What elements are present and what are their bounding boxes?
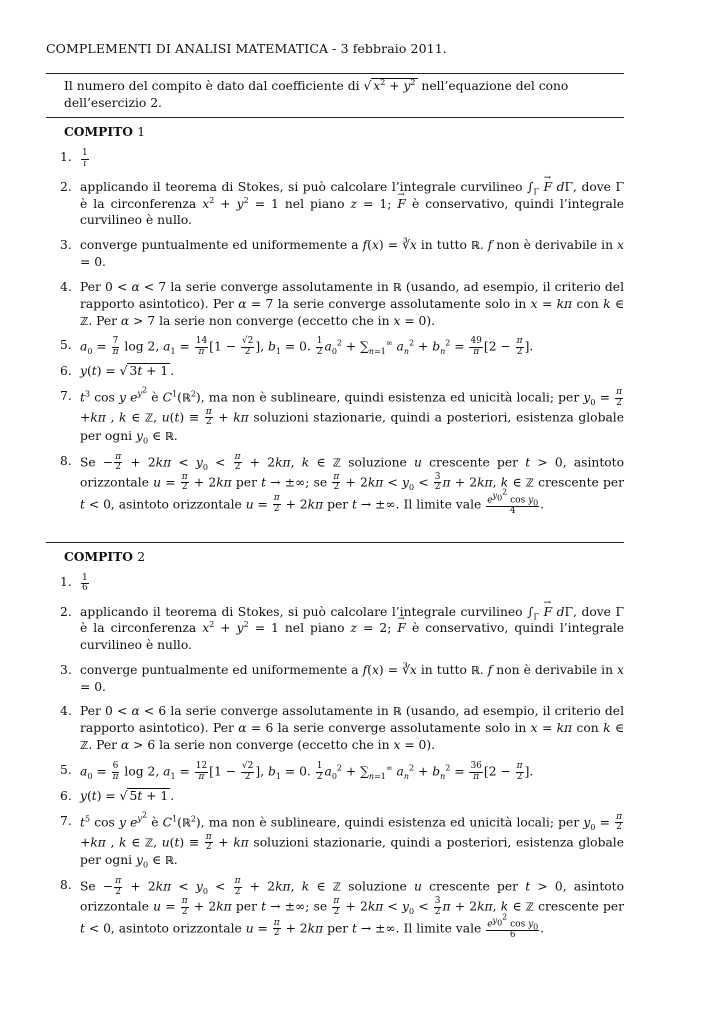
answer-item: 6. y(t) = √ 3t + 1 . bbox=[60, 364, 175, 379]
answer-item: 6. y(t) = √ 5t + 1 . bbox=[60, 788, 175, 803]
answer-item: 1. $\frac{1}{i}$ bbox=[60, 148, 88, 169]
section-divider bbox=[46, 542, 624, 543]
answer-item: 2. applicando il teorema di Stokes, si può calcolare l’integrale curvilineo $\int_\Gamma \to F$ dΓ, dove Γ è la circonferenza $x^2 + y^2 = 1$ nel piano z = 2; → F è conservativo, quindi l’integrale curvilineo è nullo. bbox=[60, 604, 624, 654]
answer-item: 7. $t^3$ cos y $e^{y^2}$ è $C^1(ℝ^2)$, ma non è sublineare, quindi esistenza ed unicità locali; per $y_0$ = $\frac{\pi}{2}$ +kπ , k ∈ ℤ, u(t) ≡ $\frac{\pi}{2}$ + kπ soluzioni stazionarie, quindi a posteriori, esistenza globale per ogni $y_0$ ∈ ℝ. bbox=[60, 385, 624, 446]
answer-item: 2. applicando il teorema di Stokes, si può calcolare l’integrale curvilineo $\int_\Gamma \to F$ dΓ, dove Γ è la circonferenza $x^2 + y^2 = 1$ nel piano z = 1; → F è conservativo, quindi l’integrale curvilineo è nullo. bbox=[60, 179, 624, 229]
answer-item: 8. Se − $\frac{\pi}{2}$ + $2k\pi < y_0$ < $\frac{\pi}{2}$ + 2kπ, k ∈ ℤ soluzione u crescente per t > 0, asintoto orizzontale u = $\frac{\pi}{2}$ + 2kπ per t → ±∞; se $\frac{\pi}{2}$ + $2k\pi < y_0$ < $\frac{3}{2}$ π + 2kπ, k ∈ ℤ crescente per t < 0, asintoto orizzontale u = $\frac{\pi}{2}$ + 2kπ per t → ±∞. Il limite vale $\frac{e^{y_0^2} \cos y_0}{6}$ . bbox=[60, 876, 625, 941]
answer-item: 8. Se − $\frac{\pi}{2}$ + $2k\pi < y_0$ < $\frac{\pi}{2}$ + 2kπ, k ∈ ℤ soluzione u crescente per t > 0, asintoto orizzontale u = $\frac{\pi}{2}$ + 2kπ per t → ±∞; se $\frac{\pi}{2}$ + $2k\pi < y_0$ < $\frac{3}{2}$ π + 2kπ, k ∈ ℤ crescente per t < 0, asintoto orizzontale u = $\frac{\pi}{2}$ + 2kπ per t → ±∞. Il limite vale $\frac{e^{y_0^2} \cos y_0}{4}$ . bbox=[60, 451, 625, 516]
answer-item: 3. converge puntualmente ed uniformemente a f(x) = ∛x in tutto ℝ. f non è derivabile in x = 0. bbox=[60, 238, 624, 270]
answer-item: 7. $t^5$ cos y $e^{y^2}$ è $C^1(ℝ^2)$, ma non è sublineare, quindi esistenza ed unicità locali; per $y_0$ = $\frac{\pi}{2}$ +kπ , k ∈ ℤ, u(t) ≡ $\frac{\pi}{2}$ + kπ soluzioni stazionarie, quindi a posteriori, esistenza globale per ogni $y_0$ ∈ ℝ. bbox=[60, 810, 624, 870]
intro-divider bbox=[46, 117, 624, 118]
answer-item: 5. $a_0$ = $\frac{6}{\pi}$ log 2, $a_1$ = $\frac{12}{\pi}$ [1 − $\frac{√2}{2}$ ], $b_1 = 0$. $\frac{1}{2}$ $a_0^2 + \sum_{n=1}^\infty$ $a_n^2 + b_n^2$ = $\frac{36}{\pi}$ [2 − $\frac{\pi}{2}$ ]. bbox=[60, 761, 534, 782]
intro-line: Il numero del compito è dato dal coefficiente di √ $x^2 + y^2$ nell’equazione del cono dell’esercizio 2. bbox=[64, 77, 569, 110]
answer-item: 4. Per 0 < α < 7 la serie converge assolutamente in ℝ (usando, ad esempio, il criterio del rapporto asintotico). Per α = 7 la serie converge assolutamente solo in x = kπ con k ∈ ℤ. Per α > 7 la serie non converge (eccetto che in x = 0). bbox=[60, 279, 625, 328]
answer-item: 4. Per 0 < α < 6 la serie converge assolutamente in ℝ (usando, ad esempio, il criterio del rapporto asintotico). Per α = 6 la serie converge assolutamente solo in x = kπ con k ∈ ℤ. Per α > 6 la serie non converge (eccetto che in x = 0). bbox=[60, 704, 625, 753]
answer-item: 1. $\frac{1}{6}$ bbox=[60, 572, 88, 594]
compito-2-answers bbox=[46, 574, 624, 941]
compito-2-title: COMPITO 2 bbox=[64, 549, 146, 565]
compito-1-title: COMPITO 1 bbox=[64, 124, 146, 140]
header-divider bbox=[46, 73, 624, 74]
answer-item: 3. converge puntualmente ed uniformemente a f(x) = ∛x in tutto ℝ. f non è derivabile in x = 0. bbox=[60, 662, 624, 694]
compito-1-answers bbox=[46, 149, 624, 516]
answer-item: 5. $a_0$ = $\frac{7}{\pi}$ log 2, $a_1$ = $\frac{14}{\pi}$ [1 − $\frac{√2}{2}$ ], $b_1 = 0$. $\frac{1}{2}$ $a_0^2 + \sum_{n=1}^\infty$ $a_n^2 + b_n^2$ = $\frac{49}{\pi}$ [2 − $\frac{\pi}{2}$ ]. bbox=[60, 336, 534, 357]
document-page bbox=[46, 40, 624, 941]
document-header: COMPLEMENTI DI ANALISI MATEMATICA - 3 febbraio 2011. bbox=[46, 41, 447, 56]
